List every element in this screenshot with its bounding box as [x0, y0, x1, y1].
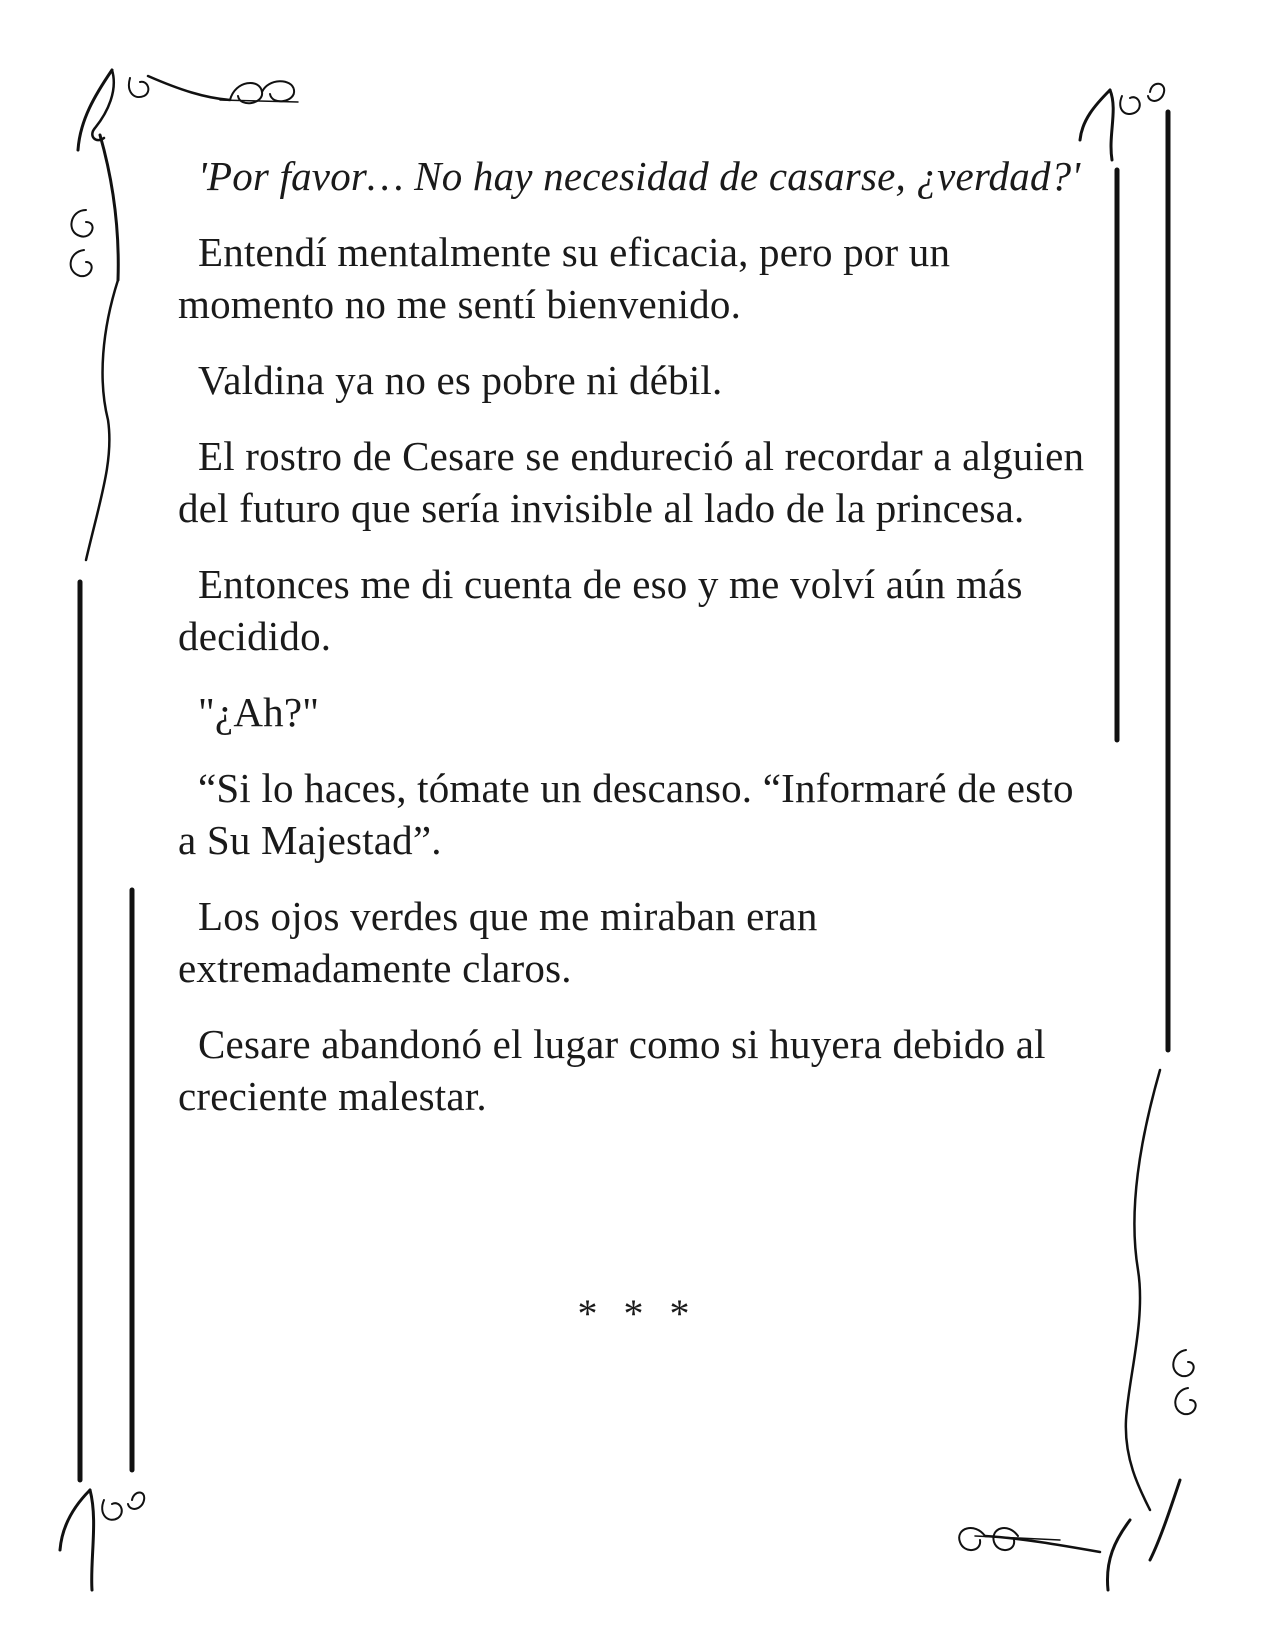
paragraph: El rostro de Cesare se endureció al recordar a alguien del futuro que sería invisible al lado de la princesa.: [178, 433, 1085, 531]
paragraph: Los ojos verdes que me miraban eran extremadamente claros.: [178, 893, 818, 991]
paragraph: Valdina ya no es pobre ni débil.: [198, 357, 723, 403]
paragraph: Entendí mentalmente su eficacia, pero por un momento no me sentí bienvenido.: [178, 229, 951, 327]
paragraph: "¿Ah?": [198, 689, 320, 735]
flourish-top-right: [1080, 84, 1164, 160]
paragraph: Entonces me di cuenta de eso y me volví aún más decidido.: [178, 561, 1023, 659]
flourish-bottom-left: [60, 1490, 144, 1590]
paragraph: Cesare abandonó el lugar como si huyera debido al creciente malestar.: [178, 1021, 1046, 1119]
paragraph: “Si lo haces, tómate un descanso. “Informaré de esto a Su Majestad”.: [178, 765, 1074, 863]
scene-break: * * *: [577, 1291, 698, 1336]
paragraph: 'Por favor… No hay necesidad de casarse, ¿verdad?': [198, 153, 1081, 199]
page-text-body: [178, 150, 1098, 1146]
